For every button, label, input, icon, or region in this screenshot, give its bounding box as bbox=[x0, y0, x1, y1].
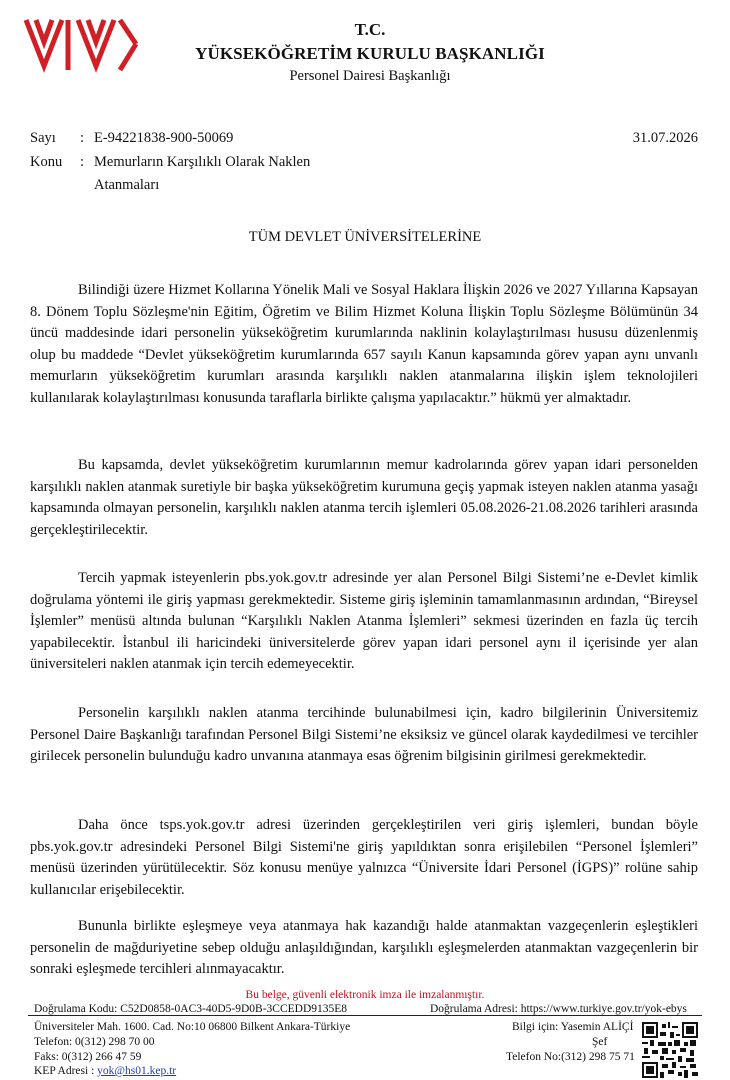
sayi-value: E-94221838-900-50069 bbox=[94, 130, 234, 146]
body-paragraph-2: Bu kapsamda, devlet yükseköğretim kurumlarının memur kadrolarında görev yapan idari personelden karşılıklı naklen atanmak suretiyle bir başka yükseköğretim kurumuna geçiş yapmak isteyen naklen atanma yasağı kapsamında olmayan personelin, karşılıklı naklen atanma tercih işlemleri 05.08.2026-21.08.2026 tarihleri arasında gerçekleştirilecektir. bbox=[30, 457, 698, 538]
footer-address: Üniversiteler Mah. 1600. Cad. No:10 06800 Bilkent Ankara-Türkiye bbox=[34, 1021, 351, 1033]
info-phone: Telefon No:(312) 298 75 71 bbox=[506, 1051, 635, 1063]
konu-label: Konu bbox=[30, 154, 63, 170]
body-paragraph-4: Personelin karşılıklı naklen atanma tercihinde bulunabilmesi için, kadro bilgilerinin Üniversitemiz Personel Daire Başkanlığı tarafından Personel Bilgi Sistemi’ne eksiksiz ve güncel olarak kaydedilmesi ve tercihler girilecek personelin bulunduğu kadro unvanına atanmaya esas öğrenim bilgisinin girilmesi gerekmektedir. bbox=[30, 705, 698, 764]
kep-link[interactable]: yok@hs01.kep.tr bbox=[97, 1065, 177, 1077]
body-paragraph-6: Bununla birlikte eşleşmeye veya atanmaya hak kazandığı halde atanmaktan vazgeçenlerin eşleştikleri personelin de mağduriyetine sebep olduğu anlaşıldığından, karşılıklı eşleşmelerden atanmaktan vazgeçenlerin bir sonraki eşleşmede tercihleri alınmayacaktır. bbox=[30, 918, 698, 977]
header-organization: YÜKSEKÖĞRETİM KURULU BAŞKANLIĞI bbox=[195, 44, 545, 63]
yok-logo-icon bbox=[22, 14, 140, 76]
verification-code: Doğrulama Kodu: C52D0858-0AC3-40D5-9D0B-3CCEDD9135E8 bbox=[34, 1003, 348, 1015]
footer-fax: Faks: 0(312) 266 47 59 bbox=[34, 1051, 142, 1063]
konu-value-line1: Memurların Karşılıklı Olarak Naklen bbox=[94, 154, 311, 170]
header-department: Personel Dairesi Başkanlığı bbox=[289, 68, 451, 84]
info-title: Şef bbox=[592, 1036, 608, 1048]
kep-label: KEP Adresi : bbox=[34, 1065, 95, 1077]
document-date: 31.07.2026 bbox=[632, 130, 698, 146]
e-signature-note: Bu belge, güvenli elektronik imza ile imzalanmıştır. bbox=[245, 989, 485, 1001]
body-paragraph-1: Bilindiği üzere Hizmet Kollarına Yönelik Mali ve Sosyal Haklara İlişkin 2026 ve 2027 Yıllarına Kapsayan 8. Dönem Toplu Sözleşme'nin Eğitim, Öğretim ve Bilim Hizmet Koluna İlişkin Toplu Sözleşme Bölümünün 34 üncü maddesinde idari personelin yükseköğretim kurumlarında naklinin kolaylaştırılması hususu düzenlenmiş olup bu maddede “Devlet yükseköğretim kurumlarında 657 sayılı Kanun kapsamında görev yapan aynı unvanlı memurların yükseköğretim kurumları arasında karşılıklı naklen atanmalarına ilişkin işlem teknolojileri kullanılarak kolaylaştırılması konusunda taraflarla birlikte çalışma yapılacaktır.” hükmü yer almaktadır. bbox=[30, 282, 698, 406]
sayi-label: Sayı bbox=[30, 130, 56, 146]
sayi-colon: : bbox=[80, 130, 85, 146]
konu-colon: : bbox=[80, 154, 85, 170]
info-contact: Bilgi için: Yasemin ALİÇİ bbox=[512, 1021, 634, 1033]
footer-divider bbox=[28, 1015, 702, 1016]
body-paragraph-5: Daha önce tsps.yok.gov.tr adresi üzerinden gerçekleştirilen veri giriş işlemleri, bundan böyle pbs.yok.gov.tr adresindeki Personel Bilgi Sistemi'ne giriş yapıldıktan sonra erişilebilen “Personel İşlemleri” menüsü üzerinden yürütülecektir. Söz konusu menüye yalnızca “Üniversite İdari Personel (İGPS)” rolüne sahip kullanıcılar erişebilecektir. bbox=[30, 817, 698, 898]
body-paragraph-3: Tercih yapmak isteyenlerin pbs.yok.gov.tr adresinde yer alan Personel Bilgi Sistemi’ne e-Devlet kimlik doğrulama yöntemi ile giriş yapması gerekmektedir. Sisteme giriş işleminin tamamlanmasının ardından, “Bireysel İşlemler” menüsü altında bulunan “Karşılıklı Naklen Atanma İşlemleri” sekmesi üzerinden en fazla üç tercih yapabilecektir. İstanbul ili haricindeki üniversitelerde görev yapan idari personel aynı il içerisinde yer alan üniversiteleri naklen atanmak için tercih edemeyecektir. bbox=[30, 570, 698, 672]
konu-value-line2: Atanmaları bbox=[94, 177, 160, 193]
addressee: TÜM DEVLET ÜNİVERSİTELERİNE bbox=[248, 229, 482, 245]
qr-code-icon bbox=[642, 1022, 698, 1078]
verification-address[interactable]: Doğrulama Adresi: https://www.turkiye.gov.tr/yok-ebys bbox=[430, 1003, 687, 1015]
footer-kep bbox=[34, 1064, 176, 1079]
header-country: T.C. bbox=[354, 20, 386, 39]
footer-phone: Telefon: 0(312) 298 70 00 bbox=[34, 1036, 155, 1048]
